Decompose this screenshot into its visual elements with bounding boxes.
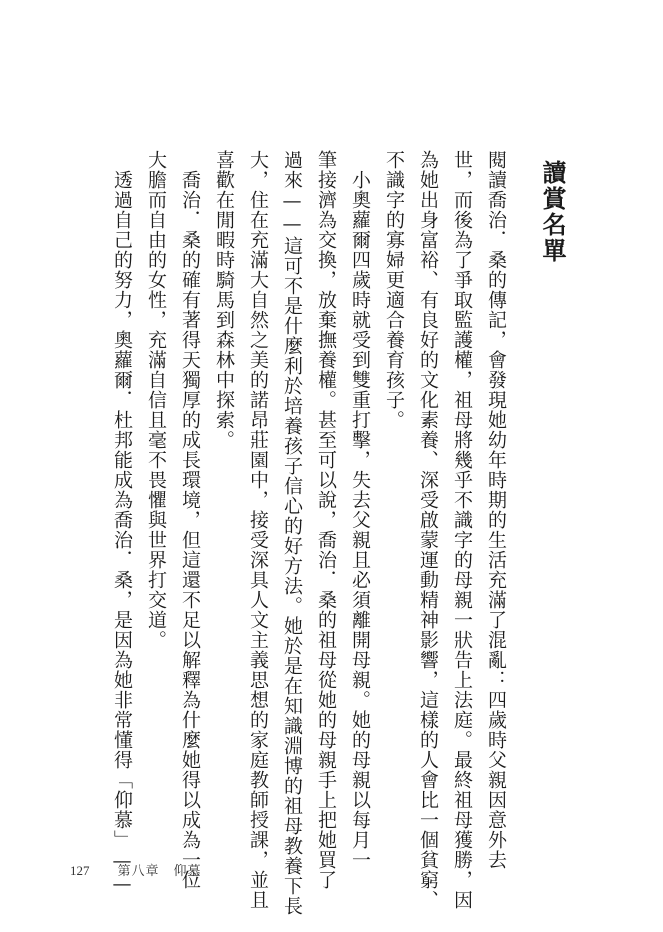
chapter-title: 第八章 仰慕 [117, 863, 202, 878]
page-footer [70, 860, 202, 879]
text-column-12: 透過自己的努力，奧蘿爾．杜邦能成為喬治．桑，是因為她非常懂得「仰慕」—— [111, 150, 133, 896]
text-column-11: 大膽而自由的女性，充滿自信且毫不畏懼與世界打交道。 [145, 150, 167, 650]
text-column-10: 喬治．桑的確有著得天獨厚的成長環境，但這還不足以解釋為什麼她得以成為一位 [179, 150, 201, 890]
text-column-8: 大，住在充滿大自然之美的諾昂莊園中，接受深具人文主義思想的家庭教師授課，並且 [247, 150, 269, 910]
text-column-3: 為她出身富裕、有良好的文化素養、深受啟蒙運動精神影響，這樣的人會比一個貧窮、 [417, 150, 439, 910]
text-column-7: 過來——這可不是什麼利於培養孩子信心的好方法。她於是在知識淵博的祖母教養下長 [281, 150, 303, 916]
text-column-1: 閱讀喬治．桑的傳記，會發現她幼年時期的生活充滿了混亂：四歲時父親因意外去 [485, 150, 507, 870]
text-column-6: 筆接濟為交換，放棄撫養權。甚至可以說，喬治．桑的祖母從她的母親手上把她買了 [315, 150, 337, 890]
text-column-4: 不識字的寡婦更適合養育孩子。 [383, 150, 405, 430]
text-column-2: 世，而後為了爭取監護權，祖母將幾乎不識字的母親一狀告上法庭。最終祖母獲勝，因 [451, 150, 473, 910]
text-column-9: 喜歡在閒暇時騎馬到森林中探索。 [213, 150, 235, 450]
section-title: 讀賞名單 [538, 160, 566, 264]
page-number: 127 [70, 863, 90, 878]
text-column-5: 小奧蘿爾四歲時就受到雙重打擊，失去父親且必須離開母親。她的母親以每月一 [349, 150, 371, 870]
